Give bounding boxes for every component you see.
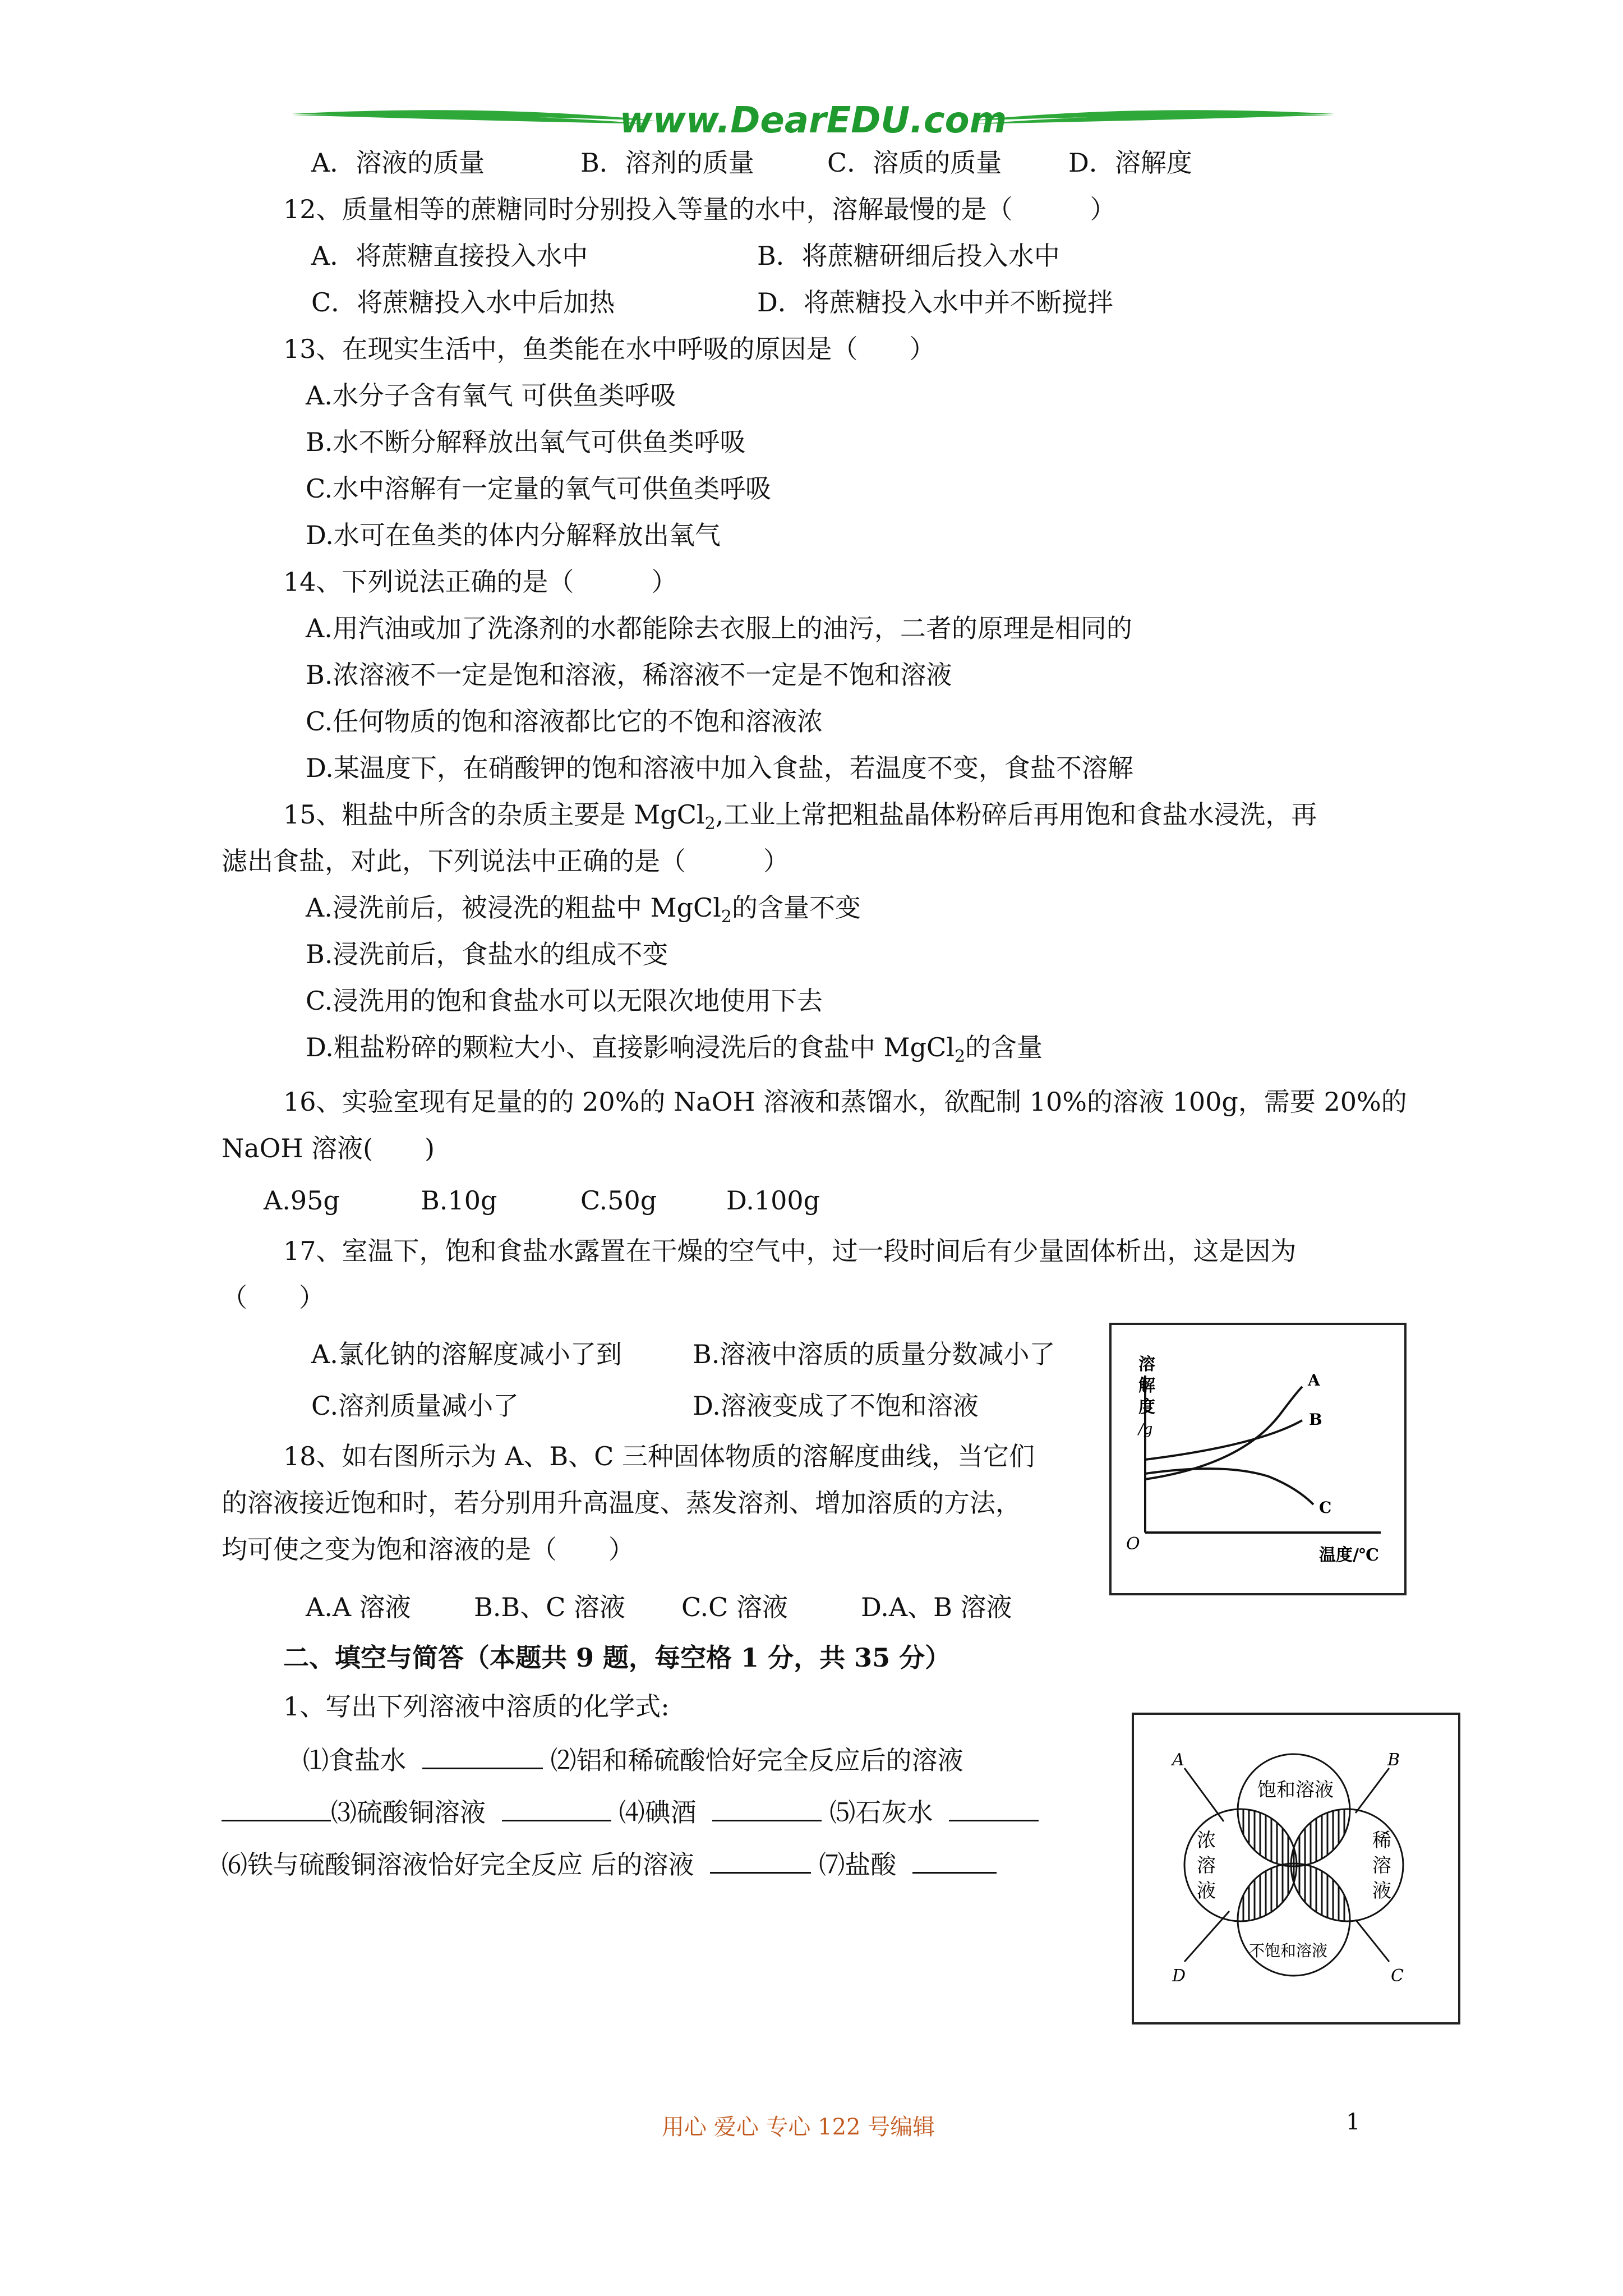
- q18-option-b: B.B、C 溶液: [474, 1592, 626, 1622]
- fill1-item2-label: ⑵铝和稀硫酸恰好完全反应后的溶液: [550, 1745, 963, 1775]
- q17-stem-line2: （ ）: [222, 1282, 325, 1313]
- fill1-item7-label: ⑺盐酸: [819, 1849, 897, 1880]
- q17-option-b: B.溶液中溶质的质量分数减小了: [693, 1339, 1055, 1369]
- curve-label-c: C: [1319, 1498, 1332, 1517]
- venn-text-dilute-3: 液: [1372, 1880, 1391, 1902]
- q18-option-d: D.A、B 溶液: [861, 1592, 1012, 1622]
- q14-option-c: C.任何物质的饱和溶液都比它的不饱和溶液浓: [306, 706, 823, 737]
- venn-text-concentrated-3: 液: [1197, 1880, 1216, 1902]
- q17-options-row2: [311, 1389, 979, 1423]
- solution-venn-figure: [1132, 1713, 1460, 2024]
- footer-text: 用心 爱心 专心 122 号编辑: [662, 2114, 935, 2140]
- q12-option-a: A．将蔗糖直接投入水中: [311, 241, 588, 271]
- q17-options-row1: [311, 1337, 1055, 1371]
- solution-venn-svg: [1134, 1715, 1458, 2022]
- q15-option-a-pre: A.浸洗前后，被浸洗的粗盐中 MgCl: [306, 892, 721, 923]
- q17-stem-line1: 17、室温下，饱和食盐水露置在干燥的空气中，过一段时间后有少量固体析出，这是因为: [283, 1236, 1297, 1266]
- q12-stem: 12、质量相等的蔗糖同时分别投入等量的水中，溶解最慢的是（ ）: [283, 194, 1116, 224]
- venn-text-unsaturated: 不饱和溶液: [1249, 1941, 1328, 1960]
- q15-option-d-pre: D.粗盐粉碎的颗粒大小、直接影响浸洗后的食盐中 MgCl: [306, 1032, 955, 1062]
- q16-option-c: C.50g: [580, 1185, 657, 1216]
- curve-label-a: A: [1308, 1371, 1320, 1389]
- pointer-a: [1184, 1768, 1224, 1821]
- q15-option-a-post: 的含量不变: [732, 892, 861, 923]
- curve-label-b: B: [1309, 1410, 1322, 1429]
- solubility-curve-figure: [1109, 1323, 1407, 1595]
- venn-text-saturated: 饱和溶液: [1257, 1779, 1334, 1801]
- origin-label: O: [1126, 1534, 1140, 1554]
- q11-option-b: B．溶剂的质量: [580, 148, 754, 178]
- q14-option-b: B.浓溶液不一定是饱和溶液，稀溶液不一定是不饱和溶液: [306, 660, 952, 690]
- q11-option-d: D．溶解度: [1068, 148, 1192, 178]
- q15-stem: [283, 798, 1317, 841]
- q16-stem-line1: 16、实验室现有足量的的 20%的 NaOH 溶液和蒸馏水，欲配制 10%的溶液 100g，需要 20%的: [283, 1087, 1407, 1117]
- fill1-item4-label: ⑷碘酒: [619, 1797, 697, 1828]
- fill1-item3-blank[interactable]: [502, 1794, 611, 1821]
- curve-b: [1145, 1420, 1302, 1460]
- fill1-item6-label: ⑹铁与硫酸铜溶液恰好完全反应 后的溶液: [222, 1849, 694, 1880]
- q12-options-row1: [311, 239, 1060, 273]
- venn-text-concentrated-2: 溶: [1197, 1855, 1216, 1877]
- y-label-char-1: 溶: [1138, 1355, 1155, 1374]
- site-logo-text: www.DearEDU.com: [619, 100, 1007, 141]
- q18-stem-line1: 18、如右图所示为 A、B、C 三种固体物质的溶解度曲线，当它们: [283, 1441, 1035, 1471]
- q12-option-b: B．将蔗糖研细后投入水中: [757, 241, 1060, 271]
- q13-option-c: C.水中溶解有一定量的氧气可供鱼类呼吸: [306, 473, 772, 504]
- fill1-line2: [222, 1794, 1039, 1829]
- venn-label-c: C: [1391, 1966, 1404, 1986]
- q15-option-d: [306, 1030, 1043, 1074]
- q15-option-d-sub: 2: [954, 1047, 966, 1067]
- venn-text-dilute-1: 稀: [1372, 1829, 1391, 1852]
- pointer-c: [1355, 1920, 1389, 1962]
- q11-option-a: A．溶液的质量: [311, 148, 485, 178]
- pointer-b: [1355, 1768, 1389, 1813]
- q13-stem: 13、在现实生活中，鱼类能在水中呼吸的原因是（ ）: [283, 334, 935, 364]
- q13-option-d: D.水可在鱼类的体内分解释放出氧气: [306, 520, 721, 550]
- q12-options-row2: [311, 286, 1113, 319]
- q12-option-d: D．将蔗糖投入水中并不断搅拌: [757, 287, 1113, 318]
- fill1-item7-blank[interactable]: [912, 1846, 997, 1874]
- fill1-item3-label: ⑶硫酸铜溶液: [331, 1797, 486, 1828]
- venn-text-dilute-2: 溶: [1372, 1855, 1391, 1877]
- q15-option-c: C.浸洗用的饱和食盐水可以无限次地使用下去: [306, 986, 823, 1016]
- fill1-item1-blank[interactable]: [422, 1742, 543, 1769]
- solubility-curve-svg: [1112, 1325, 1404, 1593]
- q15-option-d-post: 的含量: [965, 1032, 1043, 1062]
- q14-option-a: A.用汽油或加了洗涤剂的水都能除去衣服上的油污，二者的原理是相同的: [306, 613, 1132, 643]
- q16-options: [264, 1184, 820, 1217]
- y-label-char-3: 度: [1138, 1397, 1155, 1417]
- q16-option-d: D.100g: [726, 1185, 820, 1216]
- venn-label-d: D: [1172, 1966, 1186, 1986]
- q12-option-c: C．将蔗糖投入水中后加热: [311, 287, 615, 318]
- venn-label-b: B: [1387, 1750, 1400, 1770]
- q18-stem-line2: 的溶液接近饱和时，若分别用升高温度、蒸发溶剂、增加溶质的方法，: [222, 1488, 1021, 1518]
- curve-a: [1145, 1387, 1302, 1479]
- q18-options: [306, 1590, 1012, 1624]
- page-number: 1: [1346, 2109, 1361, 2135]
- fill1-stem: 1、写出下列溶液中溶质的化学式:: [283, 1691, 670, 1722]
- q11-options: [311, 146, 1192, 180]
- q15-option-a-sub: 2: [721, 907, 732, 927]
- q11-option-c: C．溶质的质量: [827, 148, 1002, 178]
- q18-stem-line3: 均可使之变为饱和溶液的是（ ）: [222, 1534, 634, 1565]
- q16-stem-line2: NaOH 溶液( ): [222, 1133, 435, 1163]
- q18-option-c: C.C 溶液: [681, 1592, 788, 1622]
- q17-option-a: A.氯化钠的溶解度减小了到: [311, 1339, 622, 1369]
- venn-label-a: A: [1172, 1750, 1184, 1770]
- q15-stem-post: ,工业上常把粗盐晶体粉碎后再用饱和食盐水浸洗，再: [715, 799, 1317, 830]
- fill1-line3: [222, 1846, 997, 1881]
- venn-text-concentrated-1: 浓: [1197, 1829, 1216, 1852]
- x-axis-label: 温度/℃: [1319, 1545, 1379, 1565]
- q16-option-a: A.95g: [264, 1185, 340, 1216]
- header-logo: [292, 98, 1335, 149]
- fill1-item5-blank[interactable]: [949, 1794, 1039, 1821]
- fill1-item4-blank[interactable]: [712, 1794, 822, 1821]
- q15-stem-sub: 2: [704, 814, 716, 834]
- pointer-d: [1184, 1911, 1229, 1962]
- q13-option-b: B.水不断分解释放出氧气可供鱼类呼吸: [306, 427, 746, 457]
- q16-option-b: B.10g: [421, 1185, 497, 1216]
- q15-option-b: B.浸洗前后，食盐水的组成不变: [306, 939, 668, 969]
- fill1-item6-blank[interactable]: [710, 1846, 811, 1874]
- fill1-line1: [303, 1742, 963, 1777]
- q17-option-d: D.溶液变成了不饱和溶液: [693, 1391, 979, 1421]
- q15-stem-pre: 15、粗盐中所含的杂质主要是 MgCl: [283, 799, 705, 830]
- fill1-item5-label: ⑸石灰水: [829, 1797, 933, 1828]
- q13-option-a: A.水分子含有氧气 可供鱼类呼吸: [306, 380, 676, 411]
- fill1-item1-label: ⑴食盐水: [303, 1745, 406, 1775]
- fill1-item2-blank[interactable]: [222, 1794, 331, 1821]
- q14-option-d: D.某温度下，在硝酸钾的饱和溶液中加入食盐，若温度不变，食盐不溶解: [306, 753, 1133, 783]
- y-label-char-2: 解: [1138, 1376, 1155, 1396]
- q15-option-a: [306, 891, 861, 934]
- q17-option-c: C.溶剂质量减小了: [311, 1391, 519, 1421]
- q18-option-a: A.A 溶液: [306, 1592, 411, 1622]
- q14-stem: 14、下列说法正确的是（ ）: [283, 567, 677, 597]
- section2-title: 二、填空与简答（本题共 9 题，每空格 1 分，共 35 分）: [283, 1642, 951, 1673]
- q15-stem-line2: 滤出食盐，对此，下列说法中正确的是（ ）: [222, 846, 789, 876]
- y-label-unit: /g: [1138, 1421, 1153, 1438]
